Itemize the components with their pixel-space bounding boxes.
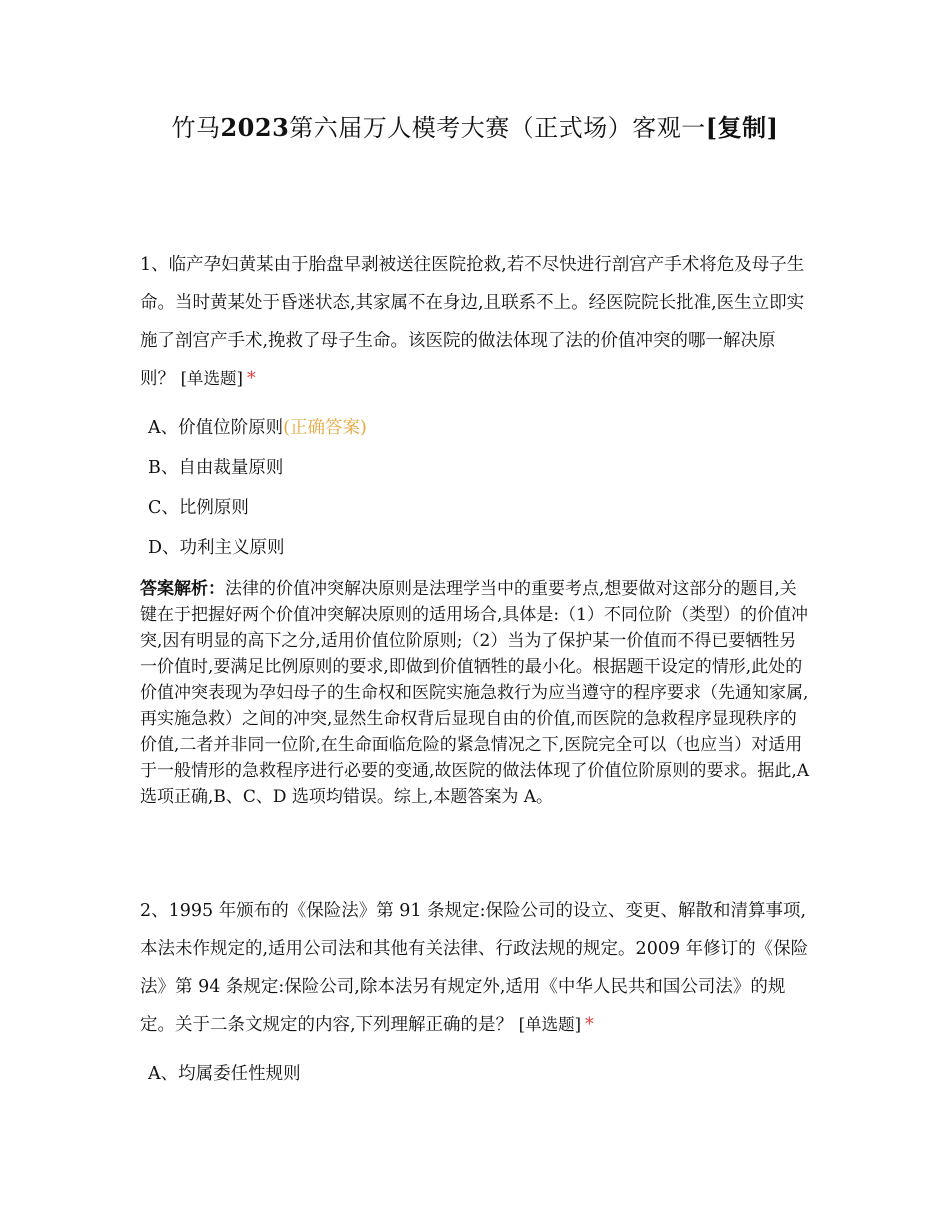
question-2-stem bbox=[140, 892, 810, 1044]
question-1-options bbox=[140, 408, 810, 568]
option-label: A、均属委任性规则 bbox=[148, 1064, 301, 1084]
question-1-option-d[interactable] bbox=[140, 528, 810, 568]
question-2-option-a[interactable] bbox=[140, 1054, 810, 1094]
required-mark: * bbox=[246, 369, 256, 389]
question-1-option-a[interactable] bbox=[140, 408, 810, 448]
question-1-type: [单选题] bbox=[180, 369, 243, 388]
page-title bbox=[0, 108, 950, 148]
question-1-stem bbox=[140, 246, 810, 398]
question-1-analysis bbox=[140, 576, 810, 810]
question-2-options bbox=[140, 1054, 810, 1094]
question-2-type: [单选题] bbox=[518, 1015, 582, 1034]
question-1-option-b[interactable] bbox=[140, 448, 810, 488]
option-label: A、价值位阶原则 bbox=[148, 418, 284, 438]
title-prefix: 竹马 bbox=[171, 114, 221, 142]
question-1-option-c[interactable] bbox=[140, 488, 810, 528]
option-label: D、功利主义原则 bbox=[148, 538, 285, 558]
title-year: 2023 bbox=[220, 113, 290, 142]
question-1 bbox=[140, 246, 810, 810]
required-mark: * bbox=[585, 1015, 594, 1035]
question-1-text: 1、临产孕妇黄某由于胎盘早剥被送往医院抢救,若不尽快进行剖宫产手术将危及母子生命。当时黄某处于昏迷状态,其家属不在身边,且联系不上。经医院院长批准,医生立即实施了剖宫产手术,挽救了母子生命。该医院的做法体现了法的价值冲突的哪一解决原则？ bbox=[140, 255, 805, 389]
option-label: C、比例原则 bbox=[148, 498, 249, 518]
option-label: B、自由裁量原则 bbox=[148, 458, 284, 478]
title-suffix: [复制] bbox=[705, 113, 779, 142]
analysis-text: 法律的价值冲突解决原则是法理学当中的重要考点,想要做对这部分的题目,关键在于把握好两个价值冲突解决原则的适用场合,具体是:（1）不同位阶（类型）的价值冲突,因有明显的高下之分,适用价值位阶原则;（2）当为了保护某一价值而不得已要牺牲另一价值时,要满足比例原则的要求,即做到价值牺牲的最小化。根据题干设定的情形,此处的价值冲突表现为孕妇母子的生命权和医院实施急救行为应当遵守的程序要求（先通知家属,再实施急救）之间的冲突,显然生命权背后显现自由的价值,而医院的急救程序显现秩序的价值,二者并非同一位阶,在生命面临危险的紧急情况之下,医院完全可以（也应当）对适用于一般情形的急救程序进行必要的变通,故医院的做法体现了价值位阶原则的要求。据此,A 选项正确,B、C、D 选项均错误。综上,本题答案为 A。 bbox=[140, 579, 810, 807]
analysis-label: 答案解析： bbox=[140, 579, 225, 599]
question-2 bbox=[140, 892, 810, 1094]
question-2-text: 2、1995 年颁布的《保险法》第 91 条规定:保险公司的设立、变更、解散和清算事项,本法未作规定的,适用公司法和其他有关法律、行政法规的规定。2009 年修订的《保险法》第 94 条规定:保险公司,除本法另有规定外,适用《中华人民共和国公司法》的规定。关于二条文规定的内容,下列理解正确的是？ bbox=[140, 901, 809, 1035]
correct-answer-tag: (正确答案) bbox=[283, 418, 367, 438]
title-middle: 第六届万人模考大赛（正式场）客观一 bbox=[289, 114, 706, 142]
